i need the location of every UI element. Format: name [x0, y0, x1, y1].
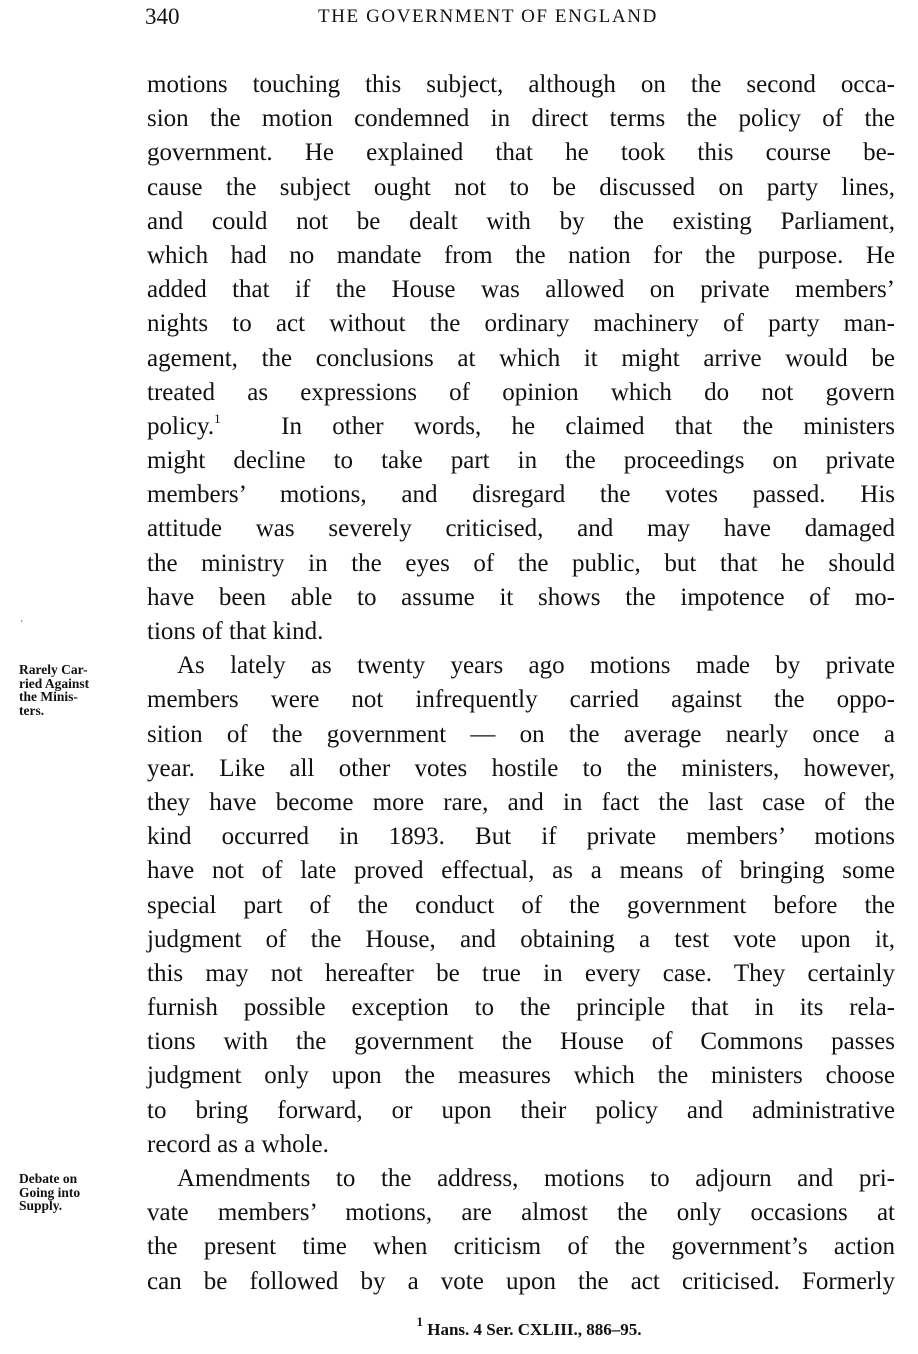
text-line: and could not be dealt with by the existing Parliament, — [147, 207, 895, 235]
text-line: government. He explained that he took this course be- — [147, 139, 895, 167]
text-line: to bring forward, or upon their policy and administrative — [147, 1096, 895, 1124]
running-title: THE GOVERNMENT OF ENGLAND — [318, 6, 658, 27]
footnote-text: Hans. 4 Ser. CXLIII., 886–95. — [427, 1320, 642, 1339]
sidenote-debate-supply: Debate on Going into Supply. — [19, 1171, 81, 1213]
text-line: sion the motion condemned in direct terms the policy of the — [147, 105, 895, 133]
text-line: members’ motions, and disregard the votes passed. His — [147, 481, 895, 509]
text-line: As lately as twenty years ago motions made by private — [177, 652, 895, 680]
text-line: cause the subject ought not to be discussed on party lines, — [147, 173, 895, 201]
text-line: this may not hereafter be true in every case. They certainly — [147, 959, 895, 987]
text-line: kind occurred in 1893. But if private members’ motions — [147, 823, 895, 851]
text-line: record as a whole. — [147, 1130, 329, 1158]
text-line: policy.$^1$ In other words, he claimed that the ministers — [147, 410, 896, 440]
footnote-marker: 1 — [416, 1314, 423, 1330]
text-line: judgment of the House, and obtaining a test vote upon it, — [147, 925, 895, 953]
text-line: have been able to assume it shows the impotence of mo- — [147, 583, 895, 611]
text-line: agement, the conclusions at which it might arrive would be — [147, 344, 895, 372]
text-line: tions with the government the House of Commons passes — [147, 1028, 895, 1056]
text-line: Amendments to the address, motions to adjourn and pri- — [177, 1165, 895, 1192]
text-line: can be followed by a vote upon the act criticised. Formerly — [147, 1267, 895, 1295]
text-line: nights to act without the ordinary machinery of party man- — [147, 310, 895, 338]
text-line: judgment only upon the measures which the ministers choose — [147, 1062, 895, 1090]
text-line: special part of the conduct of the government before the — [147, 891, 895, 919]
page-header — [0, 4, 918, 34]
text-line: have not of late proved effectual, as a means of bringing some — [147, 857, 895, 885]
text-line: motions touching this subject, although on the second occa- — [147, 71, 895, 98]
stray-mark: ’ — [20, 619, 24, 630]
text-line: sition of the government — on the average nearly once a — [147, 720, 895, 748]
text-line: the present time when criticism of the government’s action — [147, 1233, 895, 1261]
text-line: might decline to take part in the proceedings on private — [147, 447, 895, 475]
body-text — [147, 68, 895, 1299]
text-line: attitude was severely criticised, and may have damaged — [147, 515, 895, 543]
text-line: tions of that kind. — [147, 618, 324, 645]
text-line: added that if the House was allowed on private members’ — [147, 276, 895, 304]
text-line: the ministry in the eyes of the public, but that he should — [147, 549, 895, 577]
text-line: vate members’ motions, are almost the only occasions at — [147, 1199, 895, 1227]
text-line: year. Like all other votes hostile to the ministers, however, — [147, 754, 895, 782]
sidenote-rarely-carried: Rarely Car- ried Against the Minis- ters. — [19, 662, 90, 718]
text-line: which had no mandate from the nation for the purpose. He — [147, 241, 895, 269]
text-line: they have become more rare, and in fact the last case of the — [147, 788, 895, 816]
text-line: treated as expressions of opinion which do not govern — [147, 378, 895, 406]
text-line: furnish possible exception to the principle that in its rela- — [147, 994, 895, 1022]
footnote — [0, 1314, 918, 1340]
page-number: 340 — [145, 4, 180, 29]
text-line: members were not infrequently carried against the oppo- — [147, 686, 895, 714]
footnote-ref: 1 — [214, 410, 221, 426]
